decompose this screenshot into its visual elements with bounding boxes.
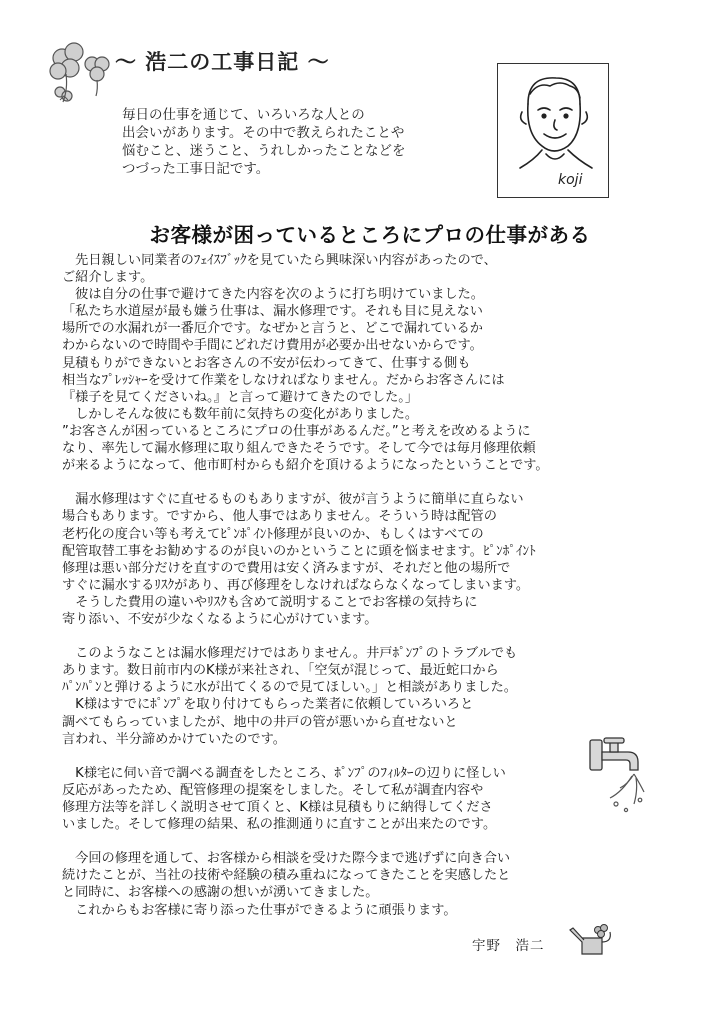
body-line: 続けたことが、当社の技術や経験の積み重ねになってきたことを実感したと — [62, 868, 511, 884]
paragraph-5 — [62, 850, 662, 918]
clover-icon — [40, 34, 120, 114]
body-line: K様宅に伺い音で調べる調査をしたところ、ﾎﾟﾝﾌﾟのﾌｨﾙﾀｰの辺りに怪しい — [62, 765, 506, 781]
body-line: 場合もあります。ですから、他人事ではありません。そういう時は配管の — [62, 509, 497, 525]
intro-line: 悩むこと、迷うこと、うれしかったことなどを — [122, 143, 406, 159]
body-line: が来るようになって、他市町村からも紹介を頂けるようになったということです。 — [62, 458, 549, 474]
intro-text — [122, 106, 482, 178]
body-line: 場所での水漏れが一番厄介です。なぜかと言うと、どこで漏れているか — [62, 321, 483, 337]
watering-can-icon — [568, 920, 618, 960]
body-line: K様はすでにﾎﾟﾝﾌﾟを取り付けてもらった業者に依頼していろいろと — [62, 697, 474, 713]
body-line: このようなことは漏水修理だけではありません。井戸ﾎﾟﾝﾌﾟのトラブルでも — [62, 646, 518, 662]
page-title: ～ 浩二の工事日記 ～ — [115, 50, 330, 74]
body-line: ご紹介します。 — [62, 270, 154, 286]
intro-line: 出会いがあります。その中で教えられたことや — [122, 125, 405, 141]
paragraph-3 — [62, 645, 662, 748]
body-line: 老朽化の度合い等も考えてﾋﾟﾝﾎﾟｲﾝﾄ修理が良いのか、もしくはすべての — [62, 526, 484, 542]
body-line: いました。そして修理の結果、私の推測通りに直すことが出来たのです。 — [62, 817, 497, 833]
body-line: と同時に、お客様への感謝の想いが湧いてきました。 — [62, 885, 379, 901]
body-line: 修理方法等を詳しく説明させて頂くと、K様は見積もりに納得してくださ — [62, 800, 493, 815]
intro-line: 毎日の仕事を通じて、いろいろな人との — [122, 107, 365, 123]
body-line: 反応があったため、配管修理の提案をしました。そして私が調査内容や — [62, 782, 484, 798]
body-line: ”お客さんが困っているところにプロの仕事があるんだ。”と考えを改めるように — [62, 423, 531, 439]
body-line: 修理は悪い部分だけを直すので費用は安く済みますが、それだと他の場所で — [62, 560, 511, 576]
body-line: あります。数日前市内のK様が来社され、「空気が混じって、最近蛇口から — [62, 663, 499, 679]
body-line: ﾊﾟﾝﾊﾟﾝと弾けるように水が出てくるので見てほしい。」と相談がありました。 — [62, 680, 517, 696]
body-line: そうした費用の違いやﾘｽｸも含めて説明することでお客様の気持ちに — [62, 594, 478, 610]
intro-line: つづった工事日記です。 — [122, 161, 270, 177]
body-line: 「私たち水道屋が最も嫌う仕事は、漏水修理です。それも目に見えない — [62, 304, 483, 320]
body-line: 調べてもらっていましたが、地中の井戸の管が悪いから直せないと — [62, 714, 458, 730]
body-line: なり、率先して漏水修理に取り組んできたそうです。そして今では毎月修理依頼 — [62, 441, 536, 457]
body-line: 寄り添い、不安が少なくなるように心がけています。 — [62, 611, 378, 627]
body-line: 先日親しい同業者のﾌｪｲｽﾌﾞｯｸを見ていたら興味深い内容があったので、 — [62, 253, 497, 268]
body-line: 今回の修理を通して、お客様から相談を受けた際今まで逃げずに向き合い — [62, 851, 511, 867]
body-line: すぐに漏水するﾘｽｸがあり、再び修理をしなければならなくなってしまいます。 — [62, 577, 530, 593]
portrait-sketch — [497, 63, 609, 198]
portrait-caption: koji — [558, 172, 583, 188]
body-line: 漏水修理はすぐに直せるものもありますが、彼が言うように簡単に直らない — [62, 492, 524, 508]
body-line: 見積もりができないとお客さんの不安が伝わってきて、仕事する側も — [62, 355, 471, 371]
author-signature: 宇野 浩二 — [472, 938, 545, 954]
body-line: 言われ、半分諦めかけていたのです。 — [62, 731, 286, 747]
body-line: 『様子を見てくださいね。』と言って避けてきたのでした。」 — [62, 389, 419, 405]
body-line: 彼は自分の仕事で避けてきた内容を次のように打ち明けていました。 — [62, 287, 484, 303]
body-line: 配管取替工事をお勧めするのが良いのかということに頭を悩ませます。ﾋﾟﾝﾎﾟｲﾝﾄ — [62, 543, 536, 559]
paragraph-4 — [62, 765, 662, 833]
body-line: わからないので時間や手間にどれだけ費用が必要か出せないからです。 — [62, 338, 483, 354]
faucet-icon — [586, 734, 646, 816]
paragraph-1 — [62, 252, 662, 474]
body-line: しかしそんな彼にも数年前に気持ちの変化がありました。 — [62, 406, 419, 422]
face-sketch-icon — [498, 64, 608, 197]
body-line: 相当なﾌﾟﾚｯｼｬｰを受けて作業をしなければなりません。だからお客さんには — [62, 372, 505, 388]
article-body — [62, 252, 662, 919]
body-line: これからもお客様に寄り添った仕事ができるように頑張ります。 — [62, 902, 457, 918]
article-headline: お客様が困っているところにプロの仕事がある — [149, 223, 591, 247]
paragraph-2 — [62, 491, 662, 628]
